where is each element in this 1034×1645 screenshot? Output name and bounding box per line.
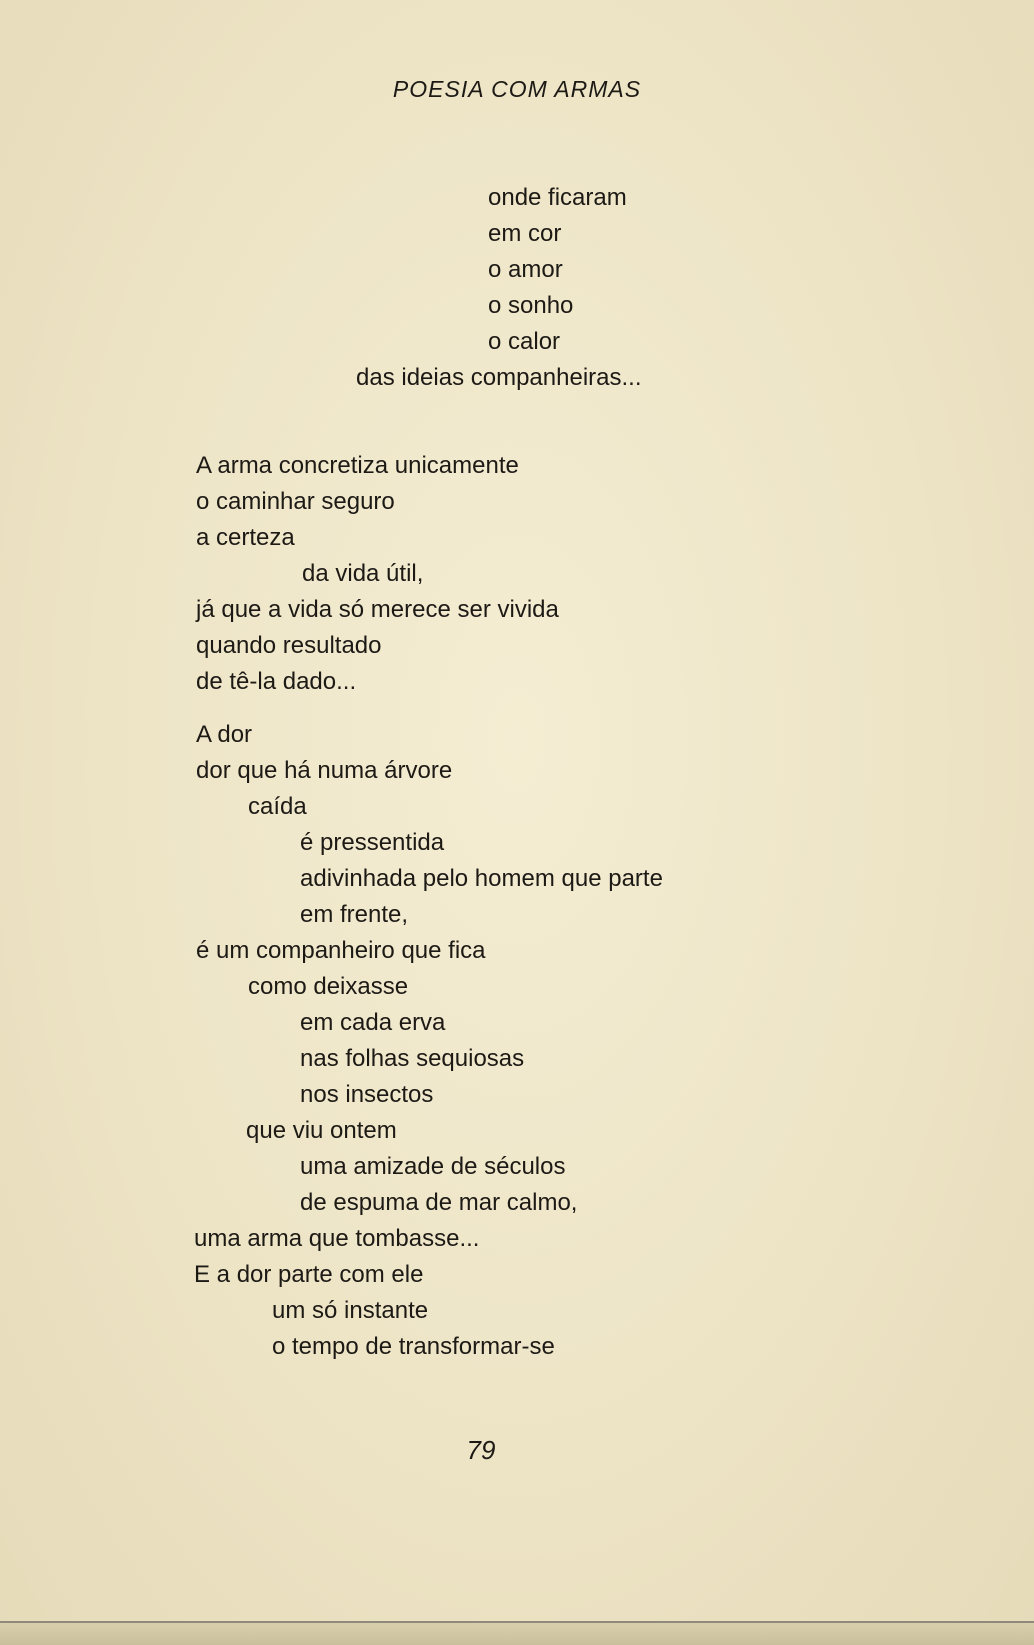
poem-line: que viu ontem: [246, 1117, 397, 1144]
poem-line: uma arma que tombasse...: [194, 1225, 480, 1252]
poem-line: A dor: [196, 721, 253, 748]
poem-line: é um companheiro que fica: [196, 937, 486, 964]
poem-line: já que a vida só merece ser vivida: [196, 596, 559, 623]
poem-line: quando resultado: [196, 632, 382, 659]
poem-line: E a dor parte com ele: [194, 1261, 424, 1288]
poem-line: é pressentida: [300, 829, 445, 856]
poem-line: onde ficaram: [488, 184, 627, 211]
poem-line: da vida útil,: [302, 560, 424, 587]
poem-line: caída: [248, 793, 307, 820]
poem-line: nos insectos: [300, 1081, 434, 1108]
poem-line: uma amizade de séculos: [300, 1153, 566, 1180]
poem-line: de tê-la dado...: [196, 668, 357, 695]
poem-line: adivinhada pelo homem que parte: [300, 865, 663, 892]
poem-line: das ideias companheiras...: [356, 364, 642, 391]
poem-line: um só instante: [272, 1297, 429, 1324]
poem-line: A arma concretiza unicamente: [196, 452, 519, 479]
poem-line: em cada erva: [300, 1009, 446, 1036]
page-number: 79: [466, 1435, 496, 1465]
poem-line: o calor: [488, 328, 561, 355]
poem-line: de espuma de mar calmo,: [300, 1189, 578, 1216]
poem-line: dor que há numa árvore: [196, 757, 453, 784]
poem-line: o amor: [488, 256, 563, 283]
poem-line: em cor: [488, 220, 562, 247]
running-head: POESIA COM ARMAS: [392, 76, 642, 102]
poem-line: o tempo de transformar-se: [272, 1333, 555, 1360]
poem-line: a certeza: [196, 524, 295, 551]
poem-line: em frente,: [300, 901, 409, 928]
poem-line: nas folhas sequiosas: [300, 1045, 525, 1072]
poem-line: como deixasse: [248, 973, 409, 1000]
poem-line: o sonho: [488, 292, 574, 319]
poem-line: o caminhar seguro: [196, 488, 395, 515]
page-bottom-edge: [0, 1621, 1034, 1645]
